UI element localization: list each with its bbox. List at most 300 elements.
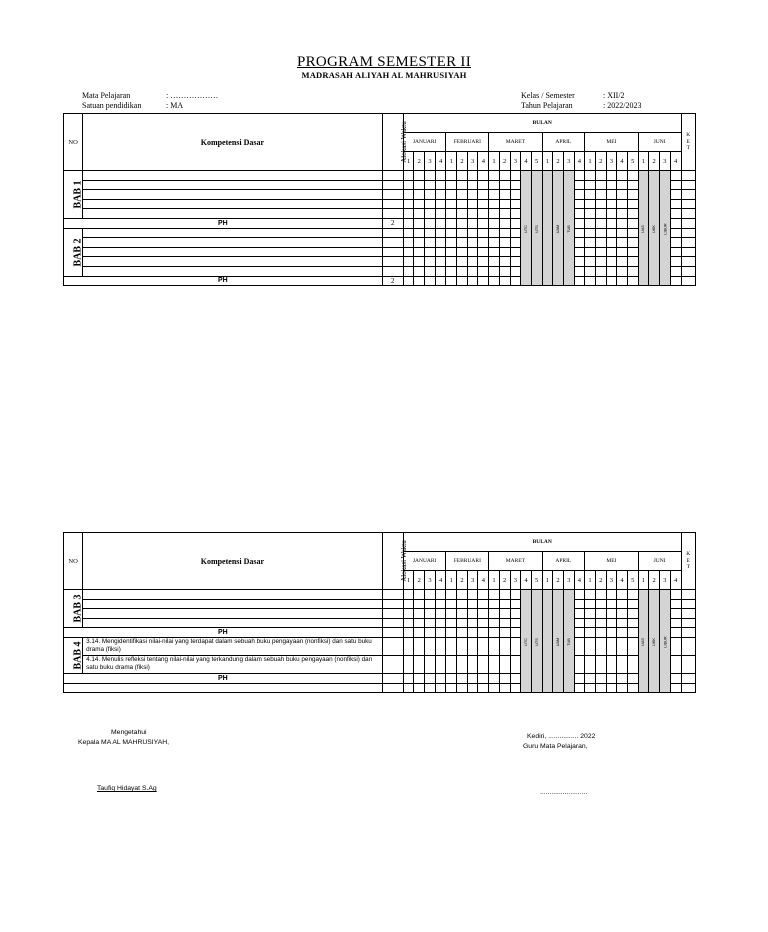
- week-cell: [510, 266, 521, 276]
- week-cell: [467, 180, 478, 190]
- alokasi-cell: [382, 209, 403, 219]
- week-cell: [670, 628, 681, 638]
- ket-label: K E T: [686, 132, 691, 152]
- week-cell: [585, 618, 596, 628]
- week-cell: [585, 683, 596, 693]
- week-cell: [457, 609, 468, 619]
- week-cell: [499, 228, 510, 238]
- document-title: PROGRAM SEMESTER II: [296, 54, 472, 70]
- week-cell: [435, 673, 446, 683]
- week-cell: [617, 228, 628, 238]
- week-cell: [627, 655, 638, 673]
- ph-row: [64, 628, 696, 638]
- week-cell: [425, 655, 436, 673]
- week-cell: [489, 190, 500, 200]
- week-cell: [435, 266, 446, 276]
- table-row: [64, 228, 696, 238]
- week-cell: [595, 609, 606, 619]
- week-cell: [574, 590, 585, 600]
- week-header: 1: [489, 571, 500, 590]
- week-cell: [595, 276, 606, 286]
- week-cell: [627, 257, 638, 267]
- alokasi-cell: [382, 238, 403, 248]
- week-cell: [446, 599, 457, 609]
- week-cell: [510, 218, 521, 228]
- week-cell: [627, 180, 638, 190]
- week-cell: [435, 276, 446, 286]
- gray-week-label: UTS: [534, 637, 539, 646]
- week-cell: [670, 199, 681, 209]
- week-cell: [489, 247, 500, 257]
- week-cell: [585, 590, 596, 600]
- info-value: : 2022/2023: [603, 100, 642, 110]
- week-cell: [617, 655, 628, 673]
- week-cell: [425, 218, 436, 228]
- week-cell: [489, 599, 500, 609]
- table-row: [64, 618, 696, 628]
- week-cell: [595, 199, 606, 209]
- signature-right-line1: Kediri, ................ 2022: [527, 733, 596, 740]
- week-cell: [414, 218, 425, 228]
- alokasi-cell: [382, 228, 403, 238]
- week-header: 4: [478, 571, 489, 590]
- week-cell: [414, 171, 425, 181]
- week-header: 1: [585, 152, 596, 171]
- week-cell: [467, 655, 478, 673]
- ph-label: PH: [64, 673, 383, 683]
- week-cell: [627, 599, 638, 609]
- week-cell: [670, 599, 681, 609]
- week-cell: [457, 266, 468, 276]
- week-cell: [478, 266, 489, 276]
- week-header: 4: [478, 152, 489, 171]
- week-cell: [425, 238, 436, 248]
- week-cell: [510, 171, 521, 181]
- alokasi-label: Alokasi Waktu: [399, 121, 408, 163]
- week-cell: [478, 209, 489, 219]
- week-cell: [478, 180, 489, 190]
- week-cell: [510, 673, 521, 683]
- week-cell: [446, 590, 457, 600]
- week-cell: [574, 266, 585, 276]
- week-cell: [574, 276, 585, 286]
- alokasi-cell: [382, 637, 403, 655]
- week-header: 1: [446, 571, 457, 590]
- week-header: 1: [542, 152, 553, 171]
- week-cell: [457, 228, 468, 238]
- week-cell: [414, 238, 425, 248]
- alokasi-cell: [382, 590, 403, 600]
- week-cell: [457, 180, 468, 190]
- gray-week-label: UKK: [652, 637, 657, 646]
- week-cell: [414, 257, 425, 267]
- ket-cell: [681, 171, 695, 181]
- week-cell: [595, 190, 606, 200]
- week-cell: [510, 276, 521, 286]
- week-cell: [403, 209, 414, 219]
- week-cell: [606, 609, 617, 619]
- table-row: [64, 609, 696, 619]
- gray-week-cell: [649, 171, 660, 286]
- week-cell: [489, 683, 500, 693]
- bulan-header: BULAN: [403, 114, 681, 133]
- week-cell: [574, 209, 585, 219]
- month-header: FEBRUARI: [446, 133, 489, 152]
- kd-cell: [83, 266, 382, 276]
- week-cell: [617, 637, 628, 655]
- week-cell: [403, 683, 414, 693]
- week-cell: [414, 673, 425, 683]
- week-cell: [574, 247, 585, 257]
- gray-week-label: LIBUR: [663, 222, 668, 235]
- week-cell: [457, 257, 468, 267]
- alokasi-cell: [382, 247, 403, 257]
- kd-cell: [83, 599, 382, 609]
- week-cell: [478, 618, 489, 628]
- gray-week-cell: [521, 590, 532, 693]
- info-label: Tahun Pelajaran: [521, 100, 573, 110]
- week-header: 3: [563, 571, 574, 590]
- gray-week-cell: [659, 590, 670, 693]
- week-cell: [627, 171, 638, 181]
- kd-cell: [83, 257, 382, 267]
- week-cell: [403, 218, 414, 228]
- week-cell: [627, 247, 638, 257]
- week-cell: [617, 218, 628, 228]
- week-header: 3: [467, 152, 478, 171]
- week-cell: [457, 276, 468, 286]
- week-cell: [606, 228, 617, 238]
- week-cell: [457, 590, 468, 600]
- table-row: [64, 599, 696, 609]
- week-cell: [425, 257, 436, 267]
- alokasi-cell: [382, 266, 403, 276]
- alokasi-header: [382, 114, 408, 171]
- week-cell: [446, 618, 457, 628]
- week-cell: [606, 637, 617, 655]
- week-header: 2: [595, 152, 606, 171]
- week-cell: [574, 199, 585, 209]
- week-cell: [510, 683, 521, 693]
- signature-left-name: Taufiq Hidayat S.Ag: [97, 785, 157, 792]
- week-cell: [403, 171, 414, 181]
- week-cell: [510, 180, 521, 190]
- ph-value: 2: [382, 276, 403, 286]
- bab-cell: [64, 228, 83, 276]
- week-header: 4: [617, 571, 628, 590]
- week-cell: [574, 228, 585, 238]
- bab-label: BAB 1: [72, 180, 84, 209]
- week-cell: [457, 618, 468, 628]
- week-cell: [467, 618, 478, 628]
- alokasi-cell: [382, 609, 403, 619]
- week-cell: [627, 673, 638, 683]
- week-cell: [574, 628, 585, 638]
- week-cell: [446, 238, 457, 248]
- week-cell: [457, 238, 468, 248]
- week-header: 2: [457, 152, 468, 171]
- week-cell: [627, 238, 638, 248]
- week-header: 1: [403, 571, 414, 590]
- week-cell: [499, 247, 510, 257]
- gray-week-cell: [542, 590, 553, 693]
- week-cell: [595, 228, 606, 238]
- week-cell: [435, 199, 446, 209]
- week-cell: [585, 276, 596, 286]
- week-cell: [489, 266, 500, 276]
- month-header: MARET: [489, 133, 542, 152]
- gray-week-label: UAM: [556, 637, 561, 646]
- week-header: 4: [617, 152, 628, 171]
- bab-cell: [64, 590, 83, 628]
- ket-cell: [681, 618, 695, 628]
- table-row: [64, 180, 696, 190]
- week-cell: [435, 683, 446, 693]
- week-cell: [574, 599, 585, 609]
- gray-week-cell: [542, 171, 553, 286]
- week-header: 1: [542, 571, 553, 590]
- week-cell: [457, 199, 468, 209]
- week-cell: [499, 238, 510, 248]
- week-cell: [617, 590, 628, 600]
- ket-cell: [681, 180, 695, 190]
- week-cell: [414, 199, 425, 209]
- ket-label: K E T: [686, 551, 691, 571]
- signature-left-line2: Kepala MA AL MAHRUSIYAH,: [78, 739, 170, 746]
- week-cell: [478, 637, 489, 655]
- week-cell: [457, 190, 468, 200]
- week-cell: [499, 199, 510, 209]
- week-cell: [585, 180, 596, 190]
- no-header: NO: [64, 114, 83, 171]
- bab-label: BAB 3: [72, 594, 84, 623]
- week-cell: [467, 276, 478, 286]
- week-cell: [414, 628, 425, 638]
- week-cell: [617, 209, 628, 219]
- week-cell: [467, 247, 478, 257]
- week-cell: [478, 590, 489, 600]
- week-cell: [595, 655, 606, 673]
- week-cell: [617, 673, 628, 683]
- week-cell: [510, 238, 521, 248]
- week-cell: [585, 599, 596, 609]
- week-cell: [574, 190, 585, 200]
- header-row: [64, 114, 696, 133]
- week-cell: [606, 218, 617, 228]
- week-cell: [510, 247, 521, 257]
- week-cell: [435, 609, 446, 619]
- info-row: [82, 91, 218, 101]
- signature-left: [78, 728, 198, 748]
- week-cell: [585, 228, 596, 238]
- week-cell: [489, 199, 500, 209]
- week-header: 3: [425, 571, 436, 590]
- gray-week-label: LIBUR: [663, 635, 668, 648]
- week-cell: [606, 618, 617, 628]
- week-header: 3: [659, 571, 670, 590]
- week-cell: [425, 247, 436, 257]
- gray-week-cell: [521, 171, 532, 286]
- month-header: JANUARI: [403, 552, 446, 571]
- week-cell: [617, 276, 628, 286]
- gray-week-label: UTC: [524, 637, 528, 646]
- ket-cell: [681, 628, 695, 638]
- week-cell: [510, 590, 521, 600]
- month-header: APRIL: [542, 552, 585, 571]
- week-cell: [403, 628, 414, 638]
- week-cell: [425, 683, 436, 693]
- info-row: [521, 101, 641, 111]
- week-cell: [627, 637, 638, 655]
- week-cell: [606, 590, 617, 600]
- week-cell: [446, 673, 457, 683]
- ket-cell: [681, 218, 695, 228]
- week-cell: [510, 655, 521, 673]
- week-cell: [595, 266, 606, 276]
- week-cell: [585, 609, 596, 619]
- week-cell: [403, 673, 414, 683]
- week-cell: [574, 218, 585, 228]
- week-cell: [446, 266, 457, 276]
- week-cell: [457, 171, 468, 181]
- ket-cell: [681, 276, 695, 286]
- week-cell: [510, 209, 521, 219]
- week-cell: [435, 257, 446, 267]
- week-cell: [574, 180, 585, 190]
- week-cell: [414, 180, 425, 190]
- week-cell: [489, 171, 500, 181]
- week-header: 1: [403, 152, 414, 171]
- week-cell: [489, 618, 500, 628]
- week-header: 4: [521, 152, 532, 171]
- week-cell: [467, 209, 478, 219]
- week-cell: [585, 238, 596, 248]
- ph-row: [64, 276, 696, 286]
- week-cell: [414, 590, 425, 600]
- kd-cell: [83, 590, 382, 600]
- week-cell: [670, 637, 681, 655]
- week-cell: [499, 180, 510, 190]
- kd-cell: [83, 209, 382, 219]
- table-row: [64, 257, 696, 267]
- week-header: 2: [499, 571, 510, 590]
- week-cell: [595, 599, 606, 609]
- week-cell: [627, 209, 638, 219]
- month-header: JANUARI: [403, 133, 446, 152]
- week-cell: [510, 637, 521, 655]
- alokasi-cell: [382, 683, 403, 693]
- ket-cell: [681, 238, 695, 248]
- week-cell: [414, 609, 425, 619]
- ket-cell: [681, 590, 695, 600]
- week-header: 4: [435, 571, 446, 590]
- ph-value: [382, 673, 403, 683]
- week-cell: [595, 618, 606, 628]
- week-cell: [457, 673, 468, 683]
- week-cell: [617, 599, 628, 609]
- week-cell: [467, 590, 478, 600]
- week-cell: [446, 276, 457, 286]
- table-row: [64, 637, 696, 655]
- week-cell: [478, 673, 489, 683]
- month-header: FEBRUARI: [446, 552, 489, 571]
- alokasi-cell: [382, 180, 403, 190]
- week-cell: [425, 628, 436, 638]
- info-value: : ………………: [166, 91, 219, 100]
- week-cell: [489, 209, 500, 219]
- gray-week-label: TUB: [566, 224, 571, 233]
- week-cell: [510, 228, 521, 238]
- alokasi-cell: [382, 618, 403, 628]
- bab-label: BAB 2: [72, 238, 84, 267]
- week-cell: [425, 199, 436, 209]
- week-cell: [425, 190, 436, 200]
- kd-cell: [83, 171, 382, 181]
- week-cell: [670, 171, 681, 181]
- week-cell: [489, 590, 500, 600]
- ket-header: [681, 114, 695, 171]
- week-cell: [574, 257, 585, 267]
- week-cell: [403, 276, 414, 286]
- week-cell: [435, 228, 446, 238]
- week-header: 1: [638, 571, 649, 590]
- week-cell: [478, 257, 489, 267]
- week-cell: [478, 247, 489, 257]
- ket-cell: [681, 257, 695, 267]
- gray-week-cell: [563, 590, 574, 693]
- week-cell: [585, 266, 596, 276]
- gray-week-label: TUB: [566, 637, 571, 646]
- week-cell: [606, 190, 617, 200]
- week-cell: [446, 180, 457, 190]
- week-cell: [670, 618, 681, 628]
- week-cell: [595, 180, 606, 190]
- week-cell: [585, 655, 596, 673]
- week-cell: [467, 673, 478, 683]
- week-cell: [499, 683, 510, 693]
- month-header: MARET: [489, 552, 542, 571]
- ket-cell: [681, 609, 695, 619]
- week-cell: [414, 190, 425, 200]
- week-cell: [499, 190, 510, 200]
- week-header: 2: [553, 152, 564, 171]
- week-cell: [499, 590, 510, 600]
- bulan-header: BULAN: [403, 533, 681, 552]
- week-cell: [595, 209, 606, 219]
- week-cell: [595, 628, 606, 638]
- week-cell: [627, 628, 638, 638]
- week-header: 2: [457, 571, 468, 590]
- week-cell: [499, 171, 510, 181]
- week-cell: [574, 655, 585, 673]
- week-cell: [435, 218, 446, 228]
- week-cell: [425, 618, 436, 628]
- week-cell: [457, 209, 468, 219]
- gray-week-cell: [531, 590, 542, 693]
- ket-cell: [681, 683, 695, 693]
- week-cell: [606, 628, 617, 638]
- week-cell: [499, 609, 510, 619]
- alokasi-cell: [382, 171, 403, 181]
- week-cell: [627, 199, 638, 209]
- ph-value: [382, 628, 403, 638]
- ket-cell: [681, 655, 695, 673]
- bab-label: BAB 4: [72, 641, 84, 670]
- week-cell: [627, 683, 638, 693]
- gray-week-cell: [638, 590, 649, 693]
- bab-cell: [64, 171, 83, 219]
- week-cell: [446, 637, 457, 655]
